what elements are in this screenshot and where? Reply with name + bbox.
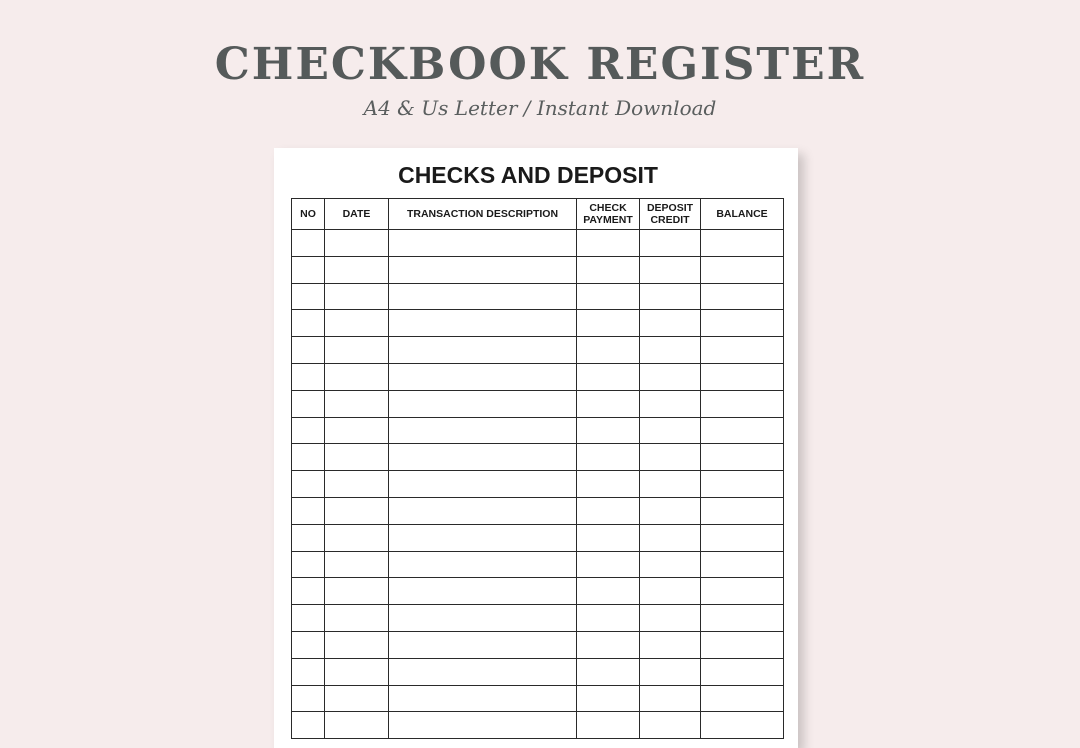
- date-cell: [325, 337, 389, 364]
- column-header-balance: BALANCE: [701, 199, 784, 230]
- check-payment-cell: [577, 310, 640, 337]
- deposit-credit-cell: [640, 551, 701, 578]
- date-cell: [325, 497, 389, 524]
- no-cell: [292, 685, 325, 712]
- check-payment-cell: [577, 524, 640, 551]
- date-cell: [325, 712, 389, 739]
- deposit-credit-cell: [640, 578, 701, 605]
- description-cell: [389, 631, 577, 658]
- description-cell: [389, 230, 577, 257]
- no-cell: [292, 337, 325, 364]
- date-cell: [325, 283, 389, 310]
- no-cell: [292, 524, 325, 551]
- balance-cell: [701, 390, 784, 417]
- no-cell: [292, 390, 325, 417]
- check-payment-cell: [577, 471, 640, 498]
- no-cell: [292, 658, 325, 685]
- column-header-deposit-credit: DEPOSIT CREDIT: [640, 199, 701, 230]
- balance-cell: [701, 417, 784, 444]
- column-header-date: DATE: [325, 199, 389, 230]
- sheet-title: CHECKS AND DEPOSIT: [398, 162, 658, 188]
- deposit-credit-cell: [640, 283, 701, 310]
- table-row: [292, 658, 784, 685]
- no-cell: [292, 551, 325, 578]
- balance-cell: [701, 605, 784, 632]
- date-cell: [325, 363, 389, 390]
- no-cell: [292, 497, 325, 524]
- check-payment-cell: [577, 363, 640, 390]
- balance-cell: [701, 631, 784, 658]
- balance-cell: [701, 363, 784, 390]
- deposit-credit-cell: [640, 631, 701, 658]
- no-cell: [292, 631, 325, 658]
- deposit-credit-cell: [640, 390, 701, 417]
- table-row: [292, 685, 784, 712]
- no-cell: [292, 417, 325, 444]
- deposit-credit-cell: [640, 471, 701, 498]
- balance-cell: [701, 230, 784, 257]
- table-row: [292, 551, 784, 578]
- date-cell: [325, 578, 389, 605]
- description-cell: [389, 685, 577, 712]
- table-row: [292, 310, 784, 337]
- check-payment-cell: [577, 658, 640, 685]
- balance-cell: [701, 524, 784, 551]
- date-cell: [325, 524, 389, 551]
- description-cell: [389, 712, 577, 739]
- column-header-no: NO: [292, 199, 325, 230]
- balance-cell: [701, 658, 784, 685]
- description-cell: [389, 363, 577, 390]
- check-payment-cell: [577, 444, 640, 471]
- deposit-credit-cell: [640, 685, 701, 712]
- date-cell: [325, 444, 389, 471]
- table-row: [292, 524, 784, 551]
- check-payment-cell: [577, 230, 640, 257]
- no-cell: [292, 363, 325, 390]
- check-payment-cell: [577, 337, 640, 364]
- table-row: [292, 363, 784, 390]
- date-cell: [325, 551, 389, 578]
- date-cell: [325, 658, 389, 685]
- table-row: [292, 712, 784, 739]
- deposit-credit-cell: [640, 524, 701, 551]
- balance-cell: [701, 685, 784, 712]
- table-row: [292, 417, 784, 444]
- description-cell: [389, 256, 577, 283]
- description-cell: [389, 551, 577, 578]
- description-cell: [389, 524, 577, 551]
- date-cell: [325, 230, 389, 257]
- balance-cell: [701, 444, 784, 471]
- description-cell: [389, 390, 577, 417]
- description-cell: [389, 444, 577, 471]
- deposit-credit-cell: [640, 497, 701, 524]
- no-cell: [292, 283, 325, 310]
- check-payment-cell: [577, 605, 640, 632]
- balance-cell: [701, 337, 784, 364]
- deposit-credit-cell: [640, 310, 701, 337]
- register-table: [291, 198, 784, 739]
- deposit-credit-cell: [640, 417, 701, 444]
- deposit-credit-cell: [640, 230, 701, 257]
- no-cell: [292, 256, 325, 283]
- table-row: [292, 631, 784, 658]
- check-payment-cell: [577, 256, 640, 283]
- header-row: [292, 199, 784, 230]
- table-row: [292, 390, 784, 417]
- check-payment-cell: [577, 685, 640, 712]
- no-cell: [292, 230, 325, 257]
- deposit-credit-cell: [640, 256, 701, 283]
- no-cell: [292, 605, 325, 632]
- page-subtitle: A4 & Us Letter / Instant Download: [363, 96, 717, 120]
- date-cell: [325, 417, 389, 444]
- balance-cell: [701, 497, 784, 524]
- table-row: [292, 605, 784, 632]
- no-cell: [292, 578, 325, 605]
- description-cell: [389, 497, 577, 524]
- table-row: [292, 497, 784, 524]
- balance-cell: [701, 471, 784, 498]
- check-payment-cell: [577, 497, 640, 524]
- balance-cell: [701, 578, 784, 605]
- table-row: [292, 444, 784, 471]
- deposit-credit-cell: [640, 658, 701, 685]
- balance-cell: [701, 551, 784, 578]
- check-payment-cell: [577, 551, 640, 578]
- page-title: CHECKBOOK REGISTER: [214, 39, 866, 90]
- date-cell: [325, 631, 389, 658]
- table-row: [292, 578, 784, 605]
- description-cell: [389, 605, 577, 632]
- date-cell: [325, 605, 389, 632]
- date-cell: [325, 685, 389, 712]
- check-payment-cell: [577, 631, 640, 658]
- balance-cell: [701, 283, 784, 310]
- balance-cell: [701, 310, 784, 337]
- date-cell: [325, 256, 389, 283]
- deposit-credit-cell: [640, 605, 701, 632]
- table-row: [292, 283, 784, 310]
- date-cell: [325, 310, 389, 337]
- table-row: [292, 471, 784, 498]
- description-cell: [389, 310, 577, 337]
- check-payment-cell: [577, 417, 640, 444]
- table-row: [292, 230, 784, 257]
- date-cell: [325, 390, 389, 417]
- no-cell: [292, 471, 325, 498]
- description-cell: [389, 658, 577, 685]
- deposit-credit-cell: [640, 712, 701, 739]
- check-payment-cell: [577, 712, 640, 739]
- description-cell: [389, 283, 577, 310]
- no-cell: [292, 712, 325, 739]
- no-cell: [292, 310, 325, 337]
- table-row: [292, 337, 784, 364]
- balance-cell: [701, 712, 784, 739]
- description-cell: [389, 337, 577, 364]
- check-payment-cell: [577, 283, 640, 310]
- deposit-credit-cell: [640, 337, 701, 364]
- table-row: [292, 256, 784, 283]
- date-cell: [325, 471, 389, 498]
- column-header-check-payment: CHECK PAYMENT: [577, 199, 640, 230]
- description-cell: [389, 578, 577, 605]
- register-body: [292, 230, 784, 739]
- column-header-description: TRANSACTION DESCRIPTION: [389, 199, 577, 230]
- description-cell: [389, 417, 577, 444]
- description-cell: [389, 471, 577, 498]
- deposit-credit-cell: [640, 444, 701, 471]
- check-payment-cell: [577, 578, 640, 605]
- deposit-credit-cell: [640, 363, 701, 390]
- balance-cell: [701, 256, 784, 283]
- no-cell: [292, 444, 325, 471]
- check-payment-cell: [577, 390, 640, 417]
